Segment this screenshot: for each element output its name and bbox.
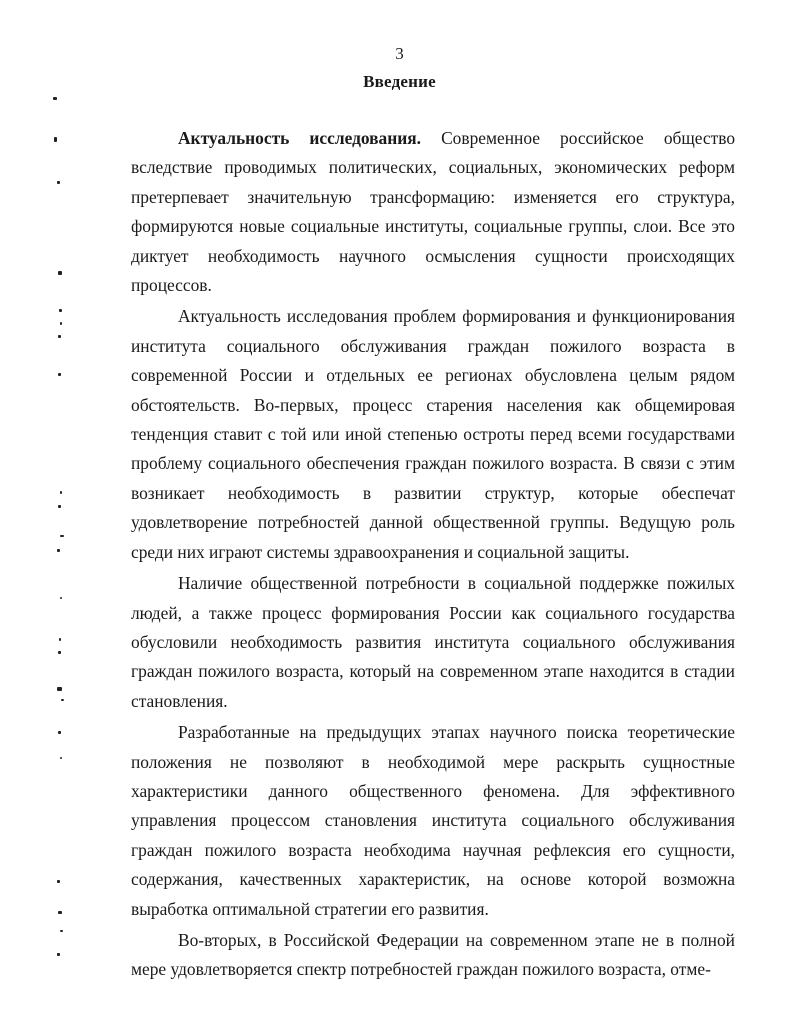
- scan-speck: [58, 731, 61, 734]
- scan-speck: [58, 373, 61, 376]
- scan-speck: [59, 309, 62, 312]
- paragraph-1: [131, 124, 735, 300]
- scan-speck: [53, 97, 57, 100]
- scan-speck: [58, 335, 61, 338]
- paragraph-5: Во-вторых, в Российской Федерации на современном этапе не в полной мере удовлетворяется спектр потребностей граждан пожилого возраста, отме-: [131, 929, 735, 980]
- scan-speck: [60, 597, 62, 599]
- scan-speck: [58, 271, 62, 275]
- scan-speck: [58, 651, 61, 654]
- scan-speck: [60, 322, 62, 325]
- scan-speck: [57, 953, 60, 956]
- scan-margin-specks: [0, 0, 80, 1034]
- paragraph-lead: Актуальность исследования.: [178, 128, 422, 148]
- scan-speck: [57, 181, 60, 184]
- scan-speck: [57, 880, 60, 883]
- page-number: 3: [395, 44, 404, 63]
- scan-speck: [60, 491, 62, 494]
- scan-speck: [60, 757, 62, 759]
- paragraph-2: Актуальность исследования проблем формирования и функционирования института социального обслуживания граждан пожилого возраста в современной России и отдельных ее регионах обусловлена целым рядом обстоятельств. Во-первых, процесс старения населения как общемировая тенденция ставит с той или иной степенью остроты перед всеми государствами проблему социального обеспечения граждан пожилого возраста. В связи с этим возникает необходимость в развитии структур, которые обеспечат удовлетворение потребностей данной общественной группы. Ведущую роль среди них играют системы здравоохранения и социальной защиты.: [131, 306, 735, 562]
- scan-speck: [58, 911, 62, 914]
- scan-speck: [60, 535, 64, 537]
- paragraph-text: Современное российское общество вследствие проводимых политических, социальных, экономических реформ претерпевает значительную трансформацию: изменяется его структура, формируются новые социальные институты, социальные группы, слои. Все это диктует необходимость научного осмысления сущности происходящих процессов.: [131, 128, 736, 296]
- section-heading: Введение: [363, 72, 436, 91]
- paragraph-3: Наличие общественной потребности в социальной поддержке пожилых людей, а также процесс формирования России как социального государства обусловили необходимость развития института социального обслуживания граждан пожилого возраста, который на современном этапе находится в стадии становления.: [131, 573, 735, 711]
- body-text: [131, 124, 735, 987]
- scan-speck: [59, 638, 61, 641]
- scan-speck: [57, 549, 60, 552]
- scan-speck: [61, 699, 64, 701]
- scan-speck: [54, 137, 57, 142]
- paragraph-4: Разработанные на предыдущих этапах научного поиска теоретические положения не позволяют в необходимой мере раскрыть сущностные характеристики данного общественного феномена. Для эффективного управления процессом становления института социального обслуживания граждан пожилого возраста необходима научная рефлексия его сущности, содержания, качественных характеристик, на основе которой возможна выработка оптимальной стратегии его развития.: [131, 722, 735, 919]
- scan-speck: [60, 930, 63, 932]
- scan-speck: [57, 687, 62, 691]
- scan-speck: [58, 505, 61, 508]
